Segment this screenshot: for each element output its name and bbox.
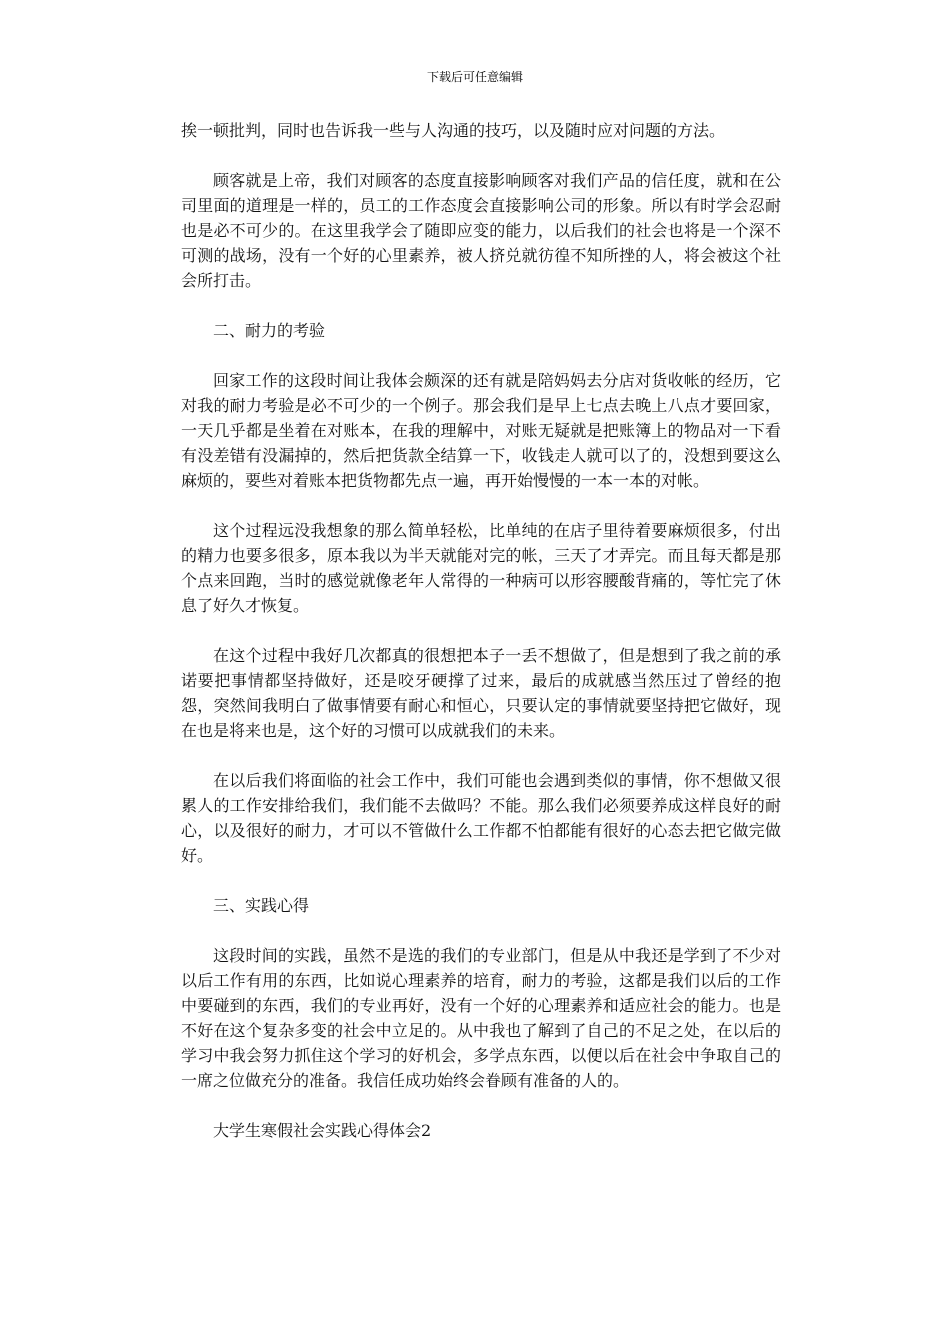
paragraph: 这段时间的实践，虽然不是选的我们的专业部门，但是从中我还是学到了不少对以后工作有用的东西，比如说心理素养的培育，耐力的考验，这都是我们以后的工作中要碰到的东西，我们的专业再好，没有一个好的心理素养和适应社会的能力。也是不好在这个复杂多变的社会中立足的。从中我也了解到了自己的不足之处，在以后的学习中我会努力抓住这个学习的好机会，多学点东西，以便以后在社会中争取自己的一席之位做充分的准备。我信任成功始终会眷顾有准备的人的。 (181, 946, 781, 1090)
paragraph: 挨一顿批判，同时也告诉我一些与人沟通的技巧，以及随时应对问题的方法。 (181, 121, 726, 140)
page-header: 下载后可任意编辑 (426, 70, 523, 84)
document-body (181, 118, 781, 1168)
paragraph: 回家工作的这段时间让我体会颇深的还有就是陪妈妈去分店对货收帐的经历，它对我的耐力考验是必不可少的一个例子。那会我们是早上七点去晚上八点才要回家，一天几乎都是坐着在对账本，在我的理解中，对账无疑就是把账簿上的物品对一下看有没差错有没漏掉的，然后把货款全结算一下，收钱走人就可以了的，没想到要这么麻烦的，要些对着账本把货物都先点一遍，再开始慢慢的一本一本的对帐。 (181, 371, 781, 490)
paragraph: 在这个过程中我好几次都真的很想把本子一丢不想做了，但是想到了我之前的承诺要把事情都坚持做好，还是咬牙硬撑了过来，最后的成就感当然压过了曾经的抱怨，突然间我明白了做事情要有耐心和恒心，只要认定的事情就要坚持把它做好，现在也是将来也是，这个好的习惯可以成就我们的未来。 (181, 646, 781, 740)
paragraph: 顾客就是上帝，我们对顾客的态度直接影响顾客对我们产品的信任度，就和在公司里面的道理是一样的，员工的工作态度会直接影响公司的形象。所以有时学会忍耐也是必不可少的。在这里我学会了随即应变的能力，以后我们的社会也将是一个深不可测的战场，没有一个好的心里素养，被人挤兑就彷徨不知所挫的人，将会被这个社会所打击。 (181, 171, 781, 290)
section-heading: 二、耐力的考验 (213, 321, 326, 340)
paragraph: 在以后我们将面临的社会工作中，我们可能也会遇到类似的事情，你不想做又很累人的工作安排给我们，我们能不去做吗？不能。那么我们必须要养成这样良好的耐心，以及很好的耐力，才可以不管做什么工作都不怕都能有很好的心态去把它做完做好。 (181, 771, 781, 865)
section-heading: 三、实践心得 (213, 896, 310, 915)
paragraph: 这个过程远没我想象的那么简单轻松，比单纯的在店子里待着要麻烦很多，付出的精力也要多很多，原本我以为半天就能对完的帐，三天了才弄完。而且每天都是那个点来回跑，当时的感觉就像老年人常得的一种病可以形容腰酸背痛的，等忙完了休息了好久才恢复。 (181, 521, 781, 615)
document-subtitle: 大学生寒假社会实践心得体会2 (213, 1121, 432, 1140)
